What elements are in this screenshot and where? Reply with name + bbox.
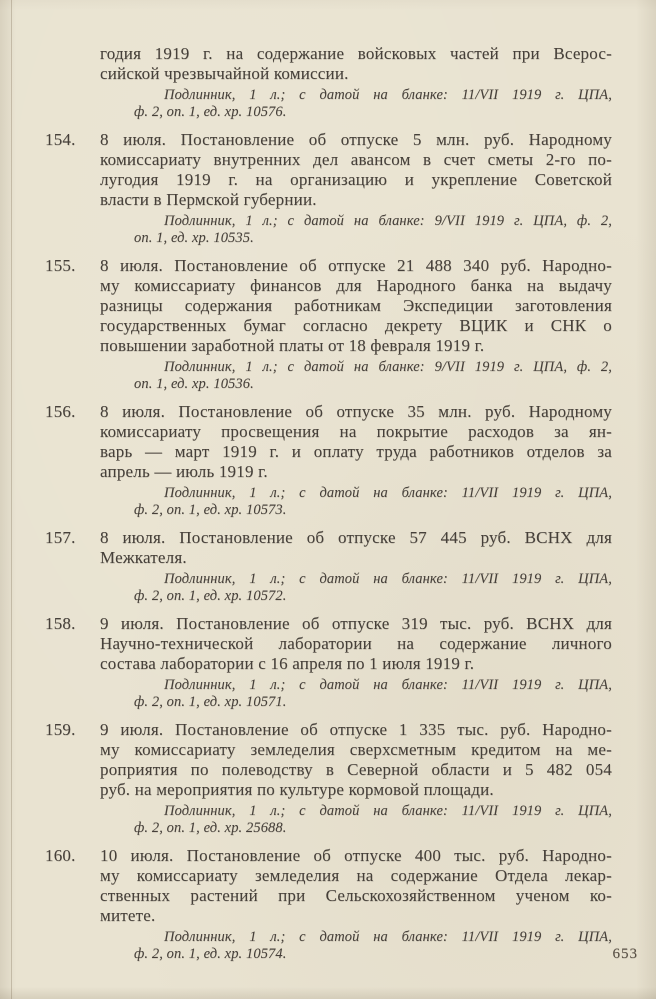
- entry-number: 154.: [45, 130, 76, 149]
- citation-line: Подлинник, 1 л.; с датой на бланке: 9/VII 1919 г. ЦПА, ф. 2,: [164, 213, 612, 229]
- citation-line: Подлинник, 1 л.; с датой на бланке: 11/VII 1919 г. ЦПА,: [164, 929, 612, 945]
- citation-line: оп. 1, ед. хр. 10535.: [134, 230, 254, 246]
- citation-line: ф. 2, оп. 1, ед. хр. 10576.: [134, 104, 287, 120]
- citation-line: Подлинник, 1 л.; с датой на бланке: 11/VII 1919 г. ЦПА,: [164, 485, 612, 501]
- text-line: му комиссариату земледелия сверхсметным кредитом на ме-: [100, 740, 612, 759]
- citation-line: Подлинник, 1 л.; с датой на бланке: 11/VII 1919 г. ЦПА,: [164, 571, 612, 587]
- archival-citation-155: [45, 359, 612, 393]
- citation-line: Подлинник, 1 л.; с датой на бланке: 11/VII 1919 г. ЦПА,: [164, 87, 612, 103]
- entry-number: 156.: [45, 402, 76, 421]
- text-line: ственных растений при Сельскохозяйственном ученом ко-: [100, 886, 612, 905]
- entry-number: 158.: [45, 614, 76, 633]
- page-content: [45, 44, 612, 972]
- entry-158: [45, 614, 612, 674]
- entry-156: [45, 402, 612, 482]
- archival-citation-154: [45, 213, 612, 247]
- text-line: годия 1919 г. на содержание войсковых частей при Всерос-: [100, 44, 612, 63]
- archival-citation-153: [45, 87, 612, 121]
- text-line: 8 июля. Постановление об отпуске 21 488 340 руб. Народно-: [100, 256, 612, 275]
- text-line: 9 июля. Постановление об отпуске 1 335 тыс. руб. Народно-: [100, 720, 612, 739]
- text-line: апрель — июль 1919 г.: [100, 462, 268, 481]
- entry-155: [45, 256, 612, 356]
- text-line: государственных бумаг согласно декрету ВЦИК и СНК о: [100, 316, 612, 335]
- archival-citation-159: [45, 803, 612, 837]
- page-number: 653: [612, 946, 638, 962]
- text-line: комиссариату просвещения на покрытие расходов за ян-: [100, 422, 612, 441]
- text-line: роприятия по полеводству в Северной области и 5 482 054: [100, 760, 612, 779]
- citation-line: Подлинник, 1 л.; с датой на бланке: 9/VII 1919 г. ЦПА, ф. 2,: [164, 359, 612, 375]
- text-line: 10 июля. Постановление об отпуске 400 тыс. руб. Народно-: [100, 846, 612, 865]
- text-line: 8 июля. Постановление об отпуске 5 млн. руб. Народному: [100, 130, 612, 149]
- citation-line: ф. 2, оп. 1, ед. хр. 25688.: [134, 820, 287, 836]
- entry-157: [45, 528, 612, 568]
- archival-citation-158: [45, 677, 612, 711]
- entry-159: [45, 720, 612, 800]
- entry-number: 157.: [45, 528, 76, 547]
- text-line: му комиссариату земледелия на содержание Отдела лекар-: [100, 866, 612, 885]
- entry-160: [45, 846, 612, 926]
- citation-line: ф. 2, оп. 1, ед. хр. 10571.: [134, 694, 287, 710]
- text-line: 8 июля. Постановление об отпуске 57 445 руб. ВСНХ для: [100, 528, 612, 547]
- text-line: му комиссариату финансов для Народного банка на выдачу: [100, 276, 612, 295]
- text-line: 8 июля. Постановление об отпуске 35 млн. руб. Народному: [100, 402, 612, 421]
- text-line: Межкателя.: [100, 548, 187, 567]
- text-line: повышении заработной платы от 18 февраля 1919 г.: [100, 336, 485, 355]
- text-line: комиссариату внутренних дел авансом в счет сметы 2-го по-: [100, 150, 612, 169]
- citation-line: ф. 2, оп. 1, ед. хр. 10574.: [134, 946, 287, 962]
- text-line: митете.: [100, 906, 156, 925]
- citation-line: ф. 2, оп. 1, ед. хр. 10572.: [134, 588, 287, 604]
- archival-citation-156: [45, 485, 612, 519]
- archival-citation-160: [45, 929, 612, 963]
- text-line: руб. на мероприятия по культуре кормовой площади.: [100, 780, 494, 799]
- citation-line: ф. 2, оп. 1, ед. хр. 10573.: [134, 502, 287, 518]
- entry-153-continuation: [100, 44, 612, 84]
- text-line: власти в Пермской губернии.: [100, 190, 317, 209]
- citation-line: Подлинник, 1 л.; с датой на бланке: 11/VII 1919 г. ЦПА,: [164, 677, 612, 693]
- text-line: сийской чрезвычайной комиссии.: [100, 64, 349, 83]
- text-line: 9 июля. Постановление об отпуске 319 тыс. руб. ВСНХ для: [100, 614, 612, 633]
- citation-line: оп. 1, ед. хр. 10536.: [134, 376, 254, 392]
- citation-line: Подлинник, 1 л.; с датой на бланке: 11/VII 1919 г. ЦПА,: [164, 803, 612, 819]
- text-line: Научно-технической лаборатории на содержание личного: [100, 634, 612, 653]
- paper-crease-line: [11, 0, 12, 999]
- text-line: варь — март 1919 г. и оплату труда работников отделов за: [100, 442, 612, 461]
- text-line: состава лаборатории с 16 апреля по 1 июля 1919 г.: [100, 654, 475, 673]
- text-line: разницы содержания работникам Экспедиции заготовления: [100, 296, 612, 315]
- entry-number: 159.: [45, 720, 76, 739]
- entry-number: 160.: [45, 846, 76, 865]
- entry-154: [45, 130, 612, 210]
- archival-citation-157: [45, 571, 612, 605]
- text-line: лугодия 1919 г. на организацию и укрепление Советской: [100, 170, 612, 189]
- entry-number: 155.: [45, 256, 76, 275]
